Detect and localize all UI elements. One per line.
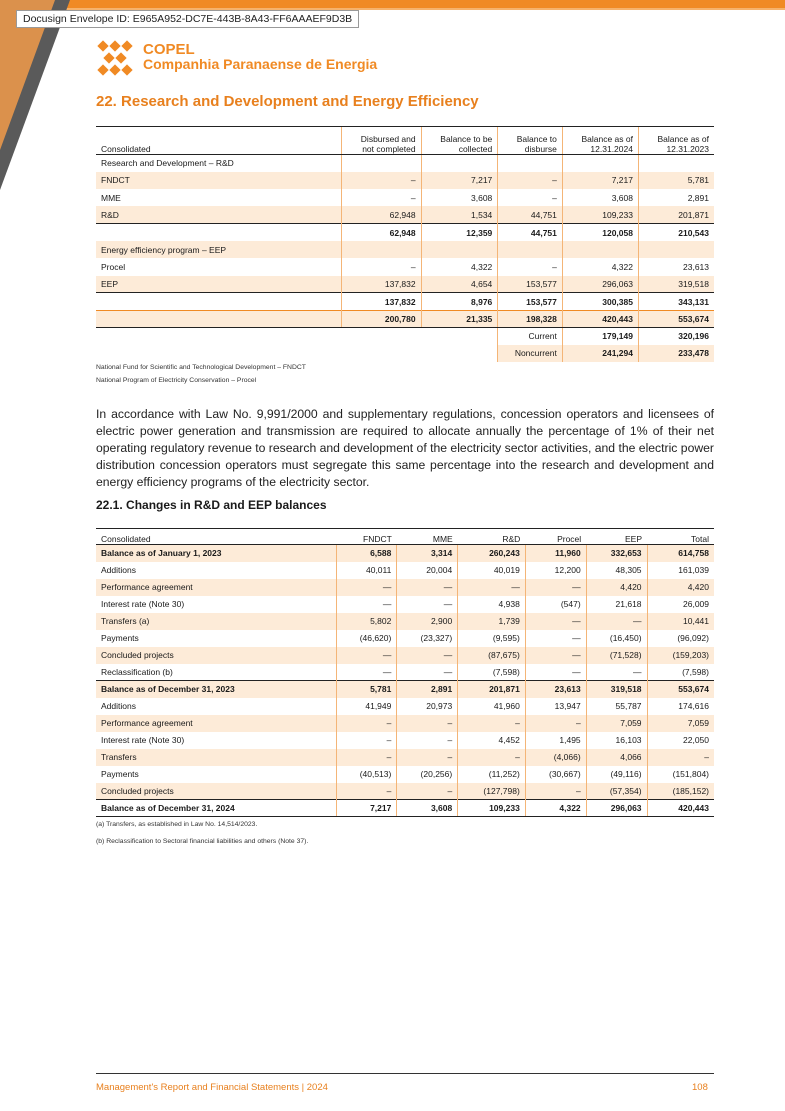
table-row: Additions 41,949 20,973 41,960 13,947 55,787 174,616 (96, 698, 714, 715)
column-header: R&D (458, 529, 526, 545)
changes-balances-table (96, 528, 714, 817)
column-header: Balance to disburse (498, 127, 563, 155)
page-number: 108 (692, 1082, 708, 1093)
footer-title: Management's Report and Financial Statements | 2024 (96, 1082, 328, 1093)
noncurrent-row: Noncurrent 241,294 233,478 (96, 345, 714, 362)
docusign-envelope-id: Docusign Envelope ID: E965A952-DC7E-443B-8A43-FF6AAAEF9D3B (16, 10, 359, 28)
table-header-row (96, 127, 714, 155)
table-row: Interest rate (Note 30) — — 4,938 (547) 21,618 26,009 (96, 596, 714, 613)
subtotal-row: 137,832 8,976 153,577 300,385 343,131 (96, 293, 714, 310)
table-row: Transfers (a) 5,802 2,900 1,739 — — 10,441 (96, 613, 714, 630)
table-header-row (96, 529, 714, 545)
table-row: Concluded projects – – (127,798) – (57,354) (185,152) (96, 783, 714, 800)
subtotal-row: 62,948 12,359 44,751 120,058 210,543 (96, 224, 714, 241)
group-label-row: Research and Development – R&D (96, 155, 714, 172)
balance-row: Balance as of December 31, 2023 5,781 2,891 201,871 23,613 319,518 553,674 (96, 681, 714, 698)
column-header: EEP (586, 529, 647, 545)
body-paragraph: In accordance with Law No. 9,991/2000 and supplementary regulations, concession operators and licensees of electric power generation and transmission are required to allocate annually the percentage of 1% of their net operating regulatory revenue to research and development of the electricity sector activities, and the electric power distribution concession operators must segregate this same percentage into the research and development and energy efficiency programs of the electricity sector. (96, 407, 714, 489)
grand-total-row: 200,780 21,335 198,328 420,443 553,674 (96, 310, 714, 327)
company-name: COPEL (143, 41, 195, 58)
footer-divider (96, 1073, 714, 1074)
column-header: Balance as of 12.31.2024 (562, 127, 638, 155)
table-row: Performance agreement — — — — 4,420 4,420 (96, 579, 714, 596)
footnote: National Fund for Scientific and Technological Development – FNDCT (96, 364, 306, 371)
column-header: Total (647, 529, 714, 545)
table-row: EEP 137,832 4,654 153,577 296,063 319,518 (96, 276, 714, 293)
top-accent-bar (0, 0, 785, 8)
table-row: Payments (40,513) (20,256) (11,252) (30,667) (49,116) (151,804) (96, 766, 714, 783)
column-header: MME (397, 529, 458, 545)
table-row: R&D 62,948 1,534 44,751 109,233 201,871 (96, 206, 714, 223)
table-row: FNDCT – 7,217 – 7,217 5,781 (96, 172, 714, 189)
footnote: National Program of Electricity Conservation – Procel (96, 377, 257, 384)
table-row: Concluded projects — — (87,675) — (71,528) (159,203) (96, 647, 714, 664)
table-row: Procel – 4,322 – 4,322 23,613 (96, 258, 714, 275)
company-full-name: Companhia Paranaense de Energia (143, 56, 378, 72)
column-header: Procel (525, 529, 586, 545)
section-title: 22. Research and Development and Energy Efficiency (96, 93, 479, 110)
balance-row: Balance as of December 31, 2024 7,217 3,608 109,233 4,322 296,063 420,443 (96, 800, 714, 817)
rd-eep-balances-table (96, 126, 714, 362)
current-row: Current 179,149 320,196 (96, 327, 714, 344)
table-row: Reclassification (b) — — (7,598) — — (7,598) (96, 664, 714, 681)
column-header: Consolidated (96, 127, 341, 155)
column-header: Disbursed and not completed (341, 127, 421, 155)
balance-row: Balance as of January 1, 2023 6,588 3,314 260,243 11,960 332,653 614,758 (96, 545, 714, 562)
table-row: MME – 3,608 – 3,608 2,891 (96, 189, 714, 206)
table-row: Transfers – – – (4,066) 4,066 – (96, 749, 714, 766)
table-row: Additions 40,011 20,004 40,019 12,200 48,305 161,039 (96, 562, 714, 579)
group-label-row: Energy efficiency program – EEP (96, 241, 714, 258)
table-row: Payments (46,620) (23,327) (9,595) — (16,450) (96,092) (96, 630, 714, 647)
footnote: (a) Transfers, as established in Law No. 14,514/2023. (96, 821, 258, 828)
footnote: (b) Reclassification to Sectoral financial liabilities and others (Note 37). (96, 838, 309, 845)
subsection-title: 22.1. Changes in R&D and EEP balances (96, 498, 327, 512)
copel-logo-icon (97, 40, 133, 76)
table-row: Interest rate (Note 30) – – 4,452 1,495 16,103 22,050 (96, 732, 714, 749)
table-row: Performance agreement – – – – 7,059 7,059 (96, 715, 714, 732)
column-header: FNDCT (336, 529, 397, 545)
column-header: Balance to be collected (421, 127, 498, 155)
column-header: Consolidated (96, 529, 336, 545)
column-header: Balance as of 12.31.2023 (638, 127, 714, 155)
